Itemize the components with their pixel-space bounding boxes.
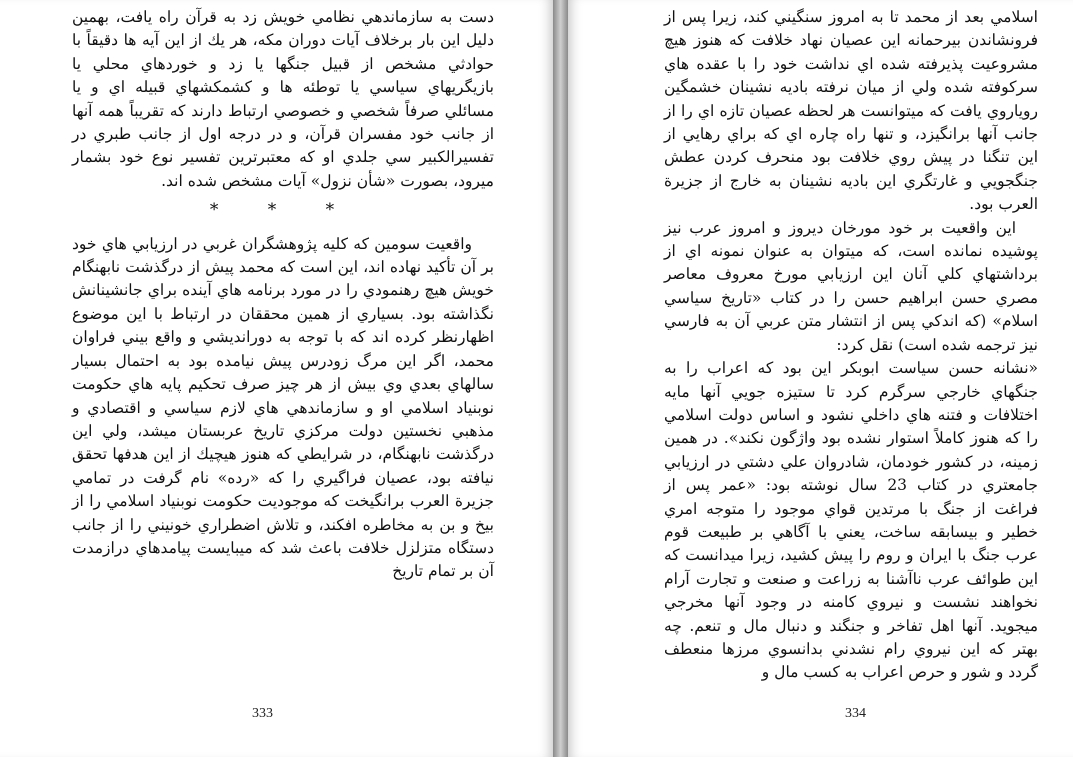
left-page-text xyxy=(72,6,494,584)
right-paragraph-3: «نشانه حسن سياست ابوبكر اين بود كه اعراب را به جنگهاي خارجي سرگرم كرد تا ستيزه جويي آنها مايه اختلافات و فتنه هاي داخلي نشود و اساس دولت اسلامي را كه هنوز كاملاً استوار نشده بود واژگون نكند». در همين زمينه، در كشور خودمان، شادروان علي دشتي در ارزيابي جامعتري در كتاب 23 سال نوشته بود: «عمر پس از فراغت از جنگ با مرتدين قواي موجود را متوجه امري خطير و بيسابقه ساخت، يعني با آگاهي بر طبيعت قوم عرب جنگ با ايران و روم را پيش كشيد، زيرا ميدانست كه اين طوائف عرب ناآشنا به زراعت و صنعت و تجارت آرام نخواهند نشست و نيروي كامنه در وجود آنها مخرجي ميجويد. آنها اهل تفاخر و جنگند و دنبال مال و تنعم. چه بهتر كه اين نيروي رام نشدني بدانسوي مرزها منعطف گردد و شور و حرص اعراب به كسب مال و xyxy=(664,359,1038,682)
right-paragraph-2: اين واقعيت بر خود مورخان ديروز و امروز عرب نيز پوشيده نمانده است، كه ميتوان به عنوان نمونه اي از برداشتهاي كلي آنان اين ارزيابي مورخ معروف معاصر مصري حسن ابراهيم حسن را در كتاب «تاريخ سياسي اسلام» (كه اندكي پس از انتشار متن عربي آن به فارسي نيز ترجمه شده است) نقل كرد: xyxy=(664,218,1038,354)
book-gutter xyxy=(553,0,568,757)
page-number-right: 334 xyxy=(845,706,866,721)
page-number-left: 333 xyxy=(252,706,273,721)
left-paragraph-1: دست به سازماندهي نظامي خويش زد به قرآن راه يافت، بهمين دليل اين بار برخلاف آيات دوران مكه، هر يك از اين آيه ها دقيقاً با حوادثي مشخص از قبيل جنگها يا زد و خوردهاي محلي يا بازيگريهاي سياسي يا توطئه ها و كشمكشهاي قبيله اي و يا مسائلي صرفاً شخصي و خصوصي ارتباط دارند كه تقريباً همه آنها از جانب خود مفسران قرآن، و در درجه اول از جانب طبري در تفسيرالكبير سي جلدي او كه معتبرترين تفسير نوع خود بشمار ميرود، بصورت «شأن نزول» آيات مشخص شده اند. xyxy=(72,8,494,190)
right-page-text xyxy=(664,6,1038,685)
right-page xyxy=(568,0,1073,757)
left-paragraph-2: واقعيت سومين كه كليه پژوهشگران غربي در ارزيابي هاي خود بر آن تأكيد نهاده اند، اين است كه محمد پيش از درگذشت نابهنگام خويش هيچ رهنمودي را در مورد برنامه هاي آينده براي جانشينانش نگذاشته بود. بسياري از همين محققان در ارتباط با اين موضوع اظهارنظر كرده اند كه با توجه به دوراندیشي و واقع بيني فراوان محمد، اگر اين مرگ زودرس پيش نيامده بود به احتمال بسيار سالهاي بعدي وي بيش از هر چيز صرف تحكيم پايه هاي حكومت نوبنياد اسلامي او و سازماندهي هاي لازم سياسي و اقتصادي و مذهبي نخستين دولت مركزي تاريخ عربستان ميشد، ولي اين درگذشت نابهنگام، در شرايطي كه هنوز هيچيك از اين هدفها تحقق نيافته بود، عصيان فراگيري را كه «رده» نام گرفت در تمامي جزيرة العرب برانگيخت كه موجوديت حكومت نوبنياد اسلامي را از بيخ و بن به مخاطره افكند، و تلاش اضطراري خونيني را از جانب دستگاه متزلزل خلافت باعث شد كه ميبايست پيامدهاي درازمدت آن بر تمام تاريخ xyxy=(72,234,494,581)
right-paragraph-1: اسلامي بعد از محمد تا به امروز سنگيني كند، زيرا پس از فرونشاندن بيرحمانه اين عصيان نهاد خلافت كه هنوز هيچ مشروعيت پذيرفته شده اي نداشت خود را با عقده هاي سركوفته شده ولي از ميان نرفته باديه نشينان خشمگين روياروي يافت كه ميتوانست هر لحظه عصيان تازه اي را از جانب آنها برانگيزد، و تنها راه چاره اي كه براي رهايي از اين تنگنا در پيش روي خلافت بود منحرف كردن عطش جنگجويي و غارتگري اين باديه نشينان به خارج از جزيرة العرب بود. xyxy=(664,8,1038,214)
section-separator: * * * xyxy=(209,200,357,221)
